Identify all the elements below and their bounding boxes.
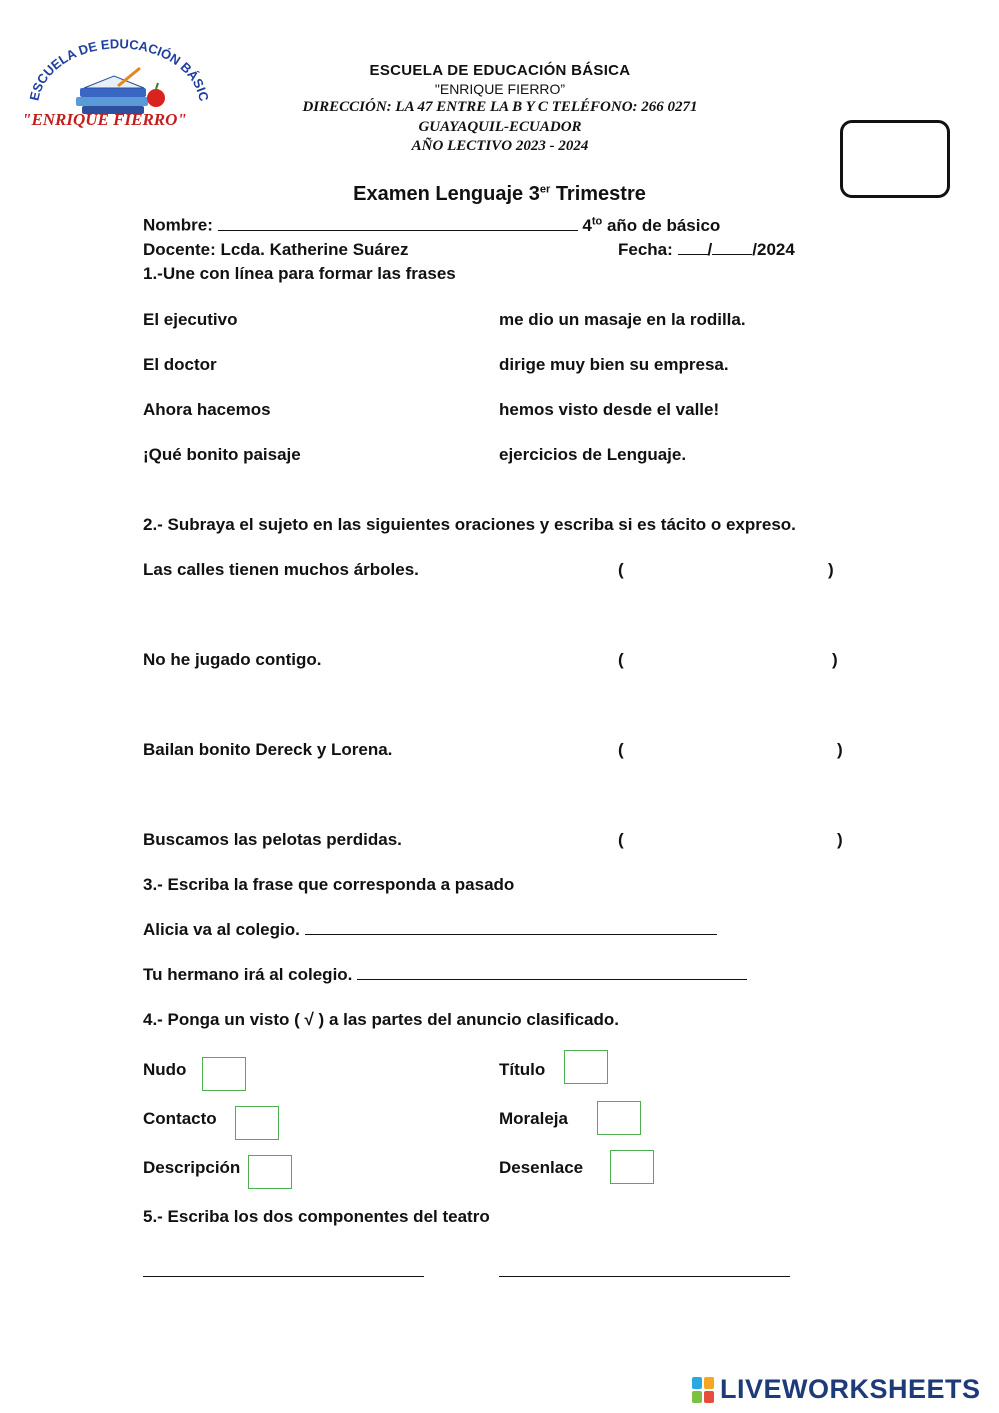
q2-open-paren: ( — [618, 560, 624, 579]
books-icon — [76, 68, 148, 114]
school-title: ESCUELA DE EDUCACIÓN BÁSICA — [369, 62, 631, 79]
q5-answer-blank[interactable] — [143, 1262, 424, 1277]
q2-open-paren: ( — [618, 740, 624, 759]
q4-checkbox[interactable] — [597, 1101, 641, 1135]
q2-close-paren: ) — [828, 560, 834, 579]
q3-sentence: Tu hermano irá al colegio. — [143, 965, 353, 984]
apple-icon — [147, 83, 165, 107]
q3-row — [143, 965, 747, 985]
q4-left-label: Nudo — [143, 1060, 187, 1079]
q5-answer-blank[interactable] — [499, 1262, 790, 1277]
q1-right-item[interactable]: hemos visto desde el valle! — [499, 400, 720, 419]
date-day-blank[interactable] — [678, 240, 708, 255]
q2-open-paren: ( — [618, 830, 624, 849]
q1-right-item[interactable]: dirige muy bien su empresa. — [499, 355, 729, 374]
q2-close-paren: ) — [832, 650, 838, 669]
school-logo — [18, 38, 214, 138]
school-address: DIRECCIÓN: LA 47 ENTRE LA B Y C TELÉFONO: 266 0271 — [302, 99, 698, 115]
logo-ring-text: ESCUELA DE EDUCACIÓN BÁSIC — [26, 38, 212, 103]
q1-left-item[interactable]: ¡Qué bonito paisaje — [143, 445, 301, 464]
q4-right-label: Moraleja — [499, 1109, 568, 1128]
q2-title: 2.- Subraya el sujeto en las siguientes oraciones y escriba si es tácito o expreso. — [143, 515, 796, 534]
q1-left-item[interactable]: El doctor — [143, 355, 217, 374]
q1-left-item[interactable]: El ejecutivo — [143, 310, 238, 329]
school-name: "ENRIQUE FIERRO” — [434, 81, 566, 97]
q4-checkbox[interactable] — [610, 1150, 654, 1184]
q3-answer-blank[interactable] — [357, 965, 747, 980]
school-year: AÑO LECTIVO 2023 - 2024 — [411, 138, 589, 154]
name-label: Nombre: — [143, 215, 213, 235]
q2-close-paren: ) — [837, 740, 843, 759]
grade-label: $4^{to}$ año de básico — [582, 215, 721, 235]
q4-checkbox[interactable] — [202, 1057, 246, 1091]
q4-title: 4.- Ponga un visto ( √ ) a las partes del anuncio clasificado. — [143, 1010, 619, 1029]
liveworksheets-brand — [692, 1374, 981, 1405]
q2-answer-field[interactable] — [632, 828, 830, 852]
exam-title: Examen Lenguaje 3er Trimestre — [353, 183, 646, 205]
q2-sentence: Las calles tienen muchos árboles. — [143, 560, 419, 579]
q2-answer-field[interactable] — [632, 738, 830, 762]
teacher-label: Docente: Lcda. Katherine Suárez — [143, 240, 409, 259]
q4-left-label: Contacto — [143, 1109, 217, 1128]
school-city: GUAYAQUIL-ECUADOR — [418, 119, 582, 135]
q4-checkbox[interactable] — [235, 1106, 279, 1140]
q2-sentence: Bailan bonito Dereck y Lorena. — [143, 740, 393, 759]
q2-close-paren: ) — [837, 830, 843, 849]
q2-answer-field[interactable] — [632, 558, 822, 582]
q4-right-label: Título — [499, 1060, 546, 1079]
date-month-blank[interactable] — [712, 240, 752, 255]
name-blank[interactable] — [218, 216, 578, 231]
logo-school-name: "ENRIQUE FIERRO" — [22, 110, 187, 129]
q1-right-item[interactable]: me dio un masaje en la rodilla. — [499, 310, 746, 329]
q4-left-label: Descripción — [143, 1158, 241, 1177]
q1-left-item[interactable]: Ahora hacemos — [143, 400, 271, 419]
q1-title: 1.-Une con línea para formar las frases — [143, 264, 456, 283]
q5-title: 5.- Escriba los dos componentes del teatro — [143, 1207, 490, 1226]
q2-answer-field[interactable] — [632, 648, 826, 672]
q4-checkbox[interactable] — [248, 1155, 292, 1189]
name-row — [143, 215, 720, 236]
date-row: Fecha: / /2024 — [618, 240, 795, 259]
liveworksheets-logo-icon — [692, 1377, 714, 1403]
q3-row — [143, 920, 717, 940]
q2-sentence: No he jugado contigo. — [143, 650, 322, 669]
q3-answer-blank[interactable] — [305, 920, 717, 935]
q4-right-label: Desenlace — [499, 1158, 584, 1177]
q2-open-paren: ( — [618, 650, 624, 669]
q3-title: 3.- Escriba la frase que corresponda a pasado — [143, 875, 515, 894]
q2-sentence: Buscamos las pelotas perdidas. — [143, 830, 402, 849]
q1-right-item[interactable]: ejercicios de Lenguaje. — [499, 445, 687, 464]
liveworksheets-wordmark: LIVEWORKSHEETS — [720, 1374, 981, 1404]
q3-sentence: Alicia va al colegio. — [143, 920, 300, 939]
q4-checkbox[interactable] — [564, 1050, 608, 1084]
